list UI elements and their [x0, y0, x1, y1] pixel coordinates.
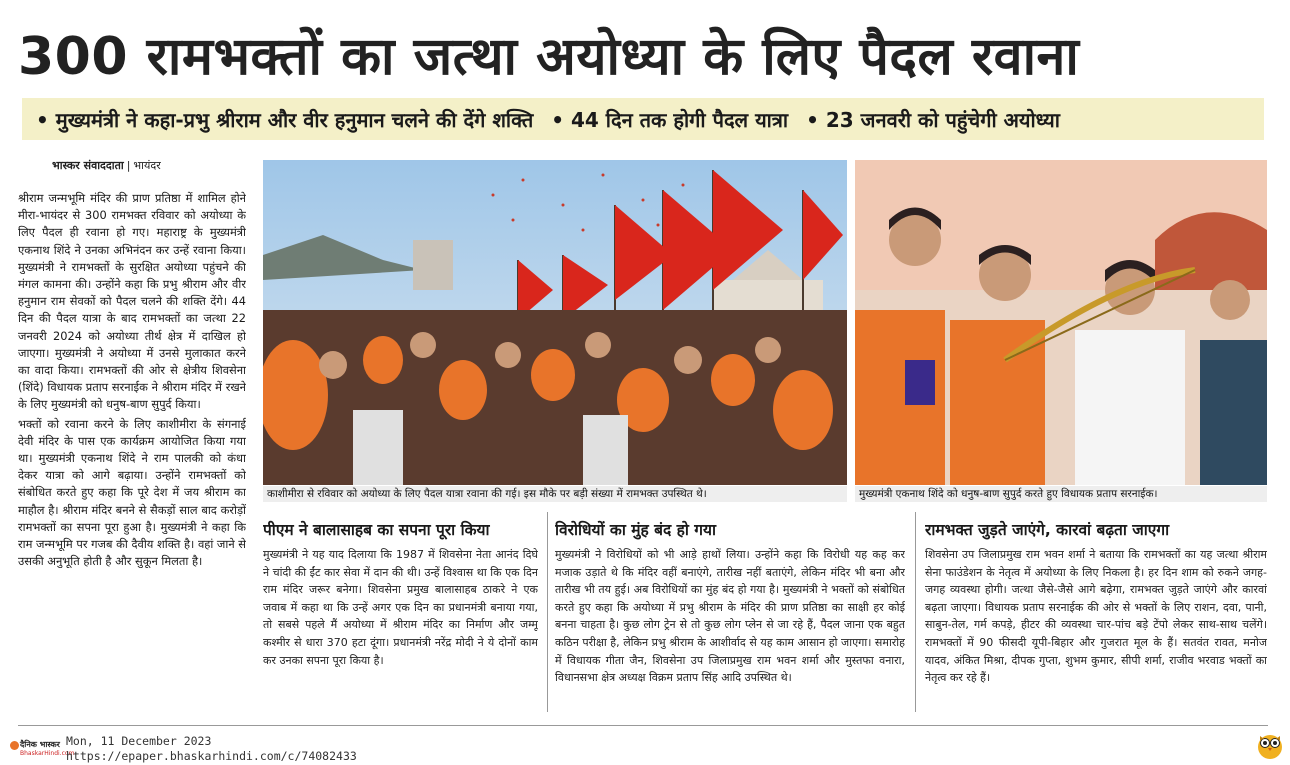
sidebar-story-1 [263, 518, 538, 716]
publisher-logo [10, 738, 75, 760]
crowd-photo [263, 160, 847, 485]
sidebar-story-3-body: शिवसेना उप जिलाप्रमुख राम भवन शर्मा ने बताया कि रामभक्तों का यह जत्था श्रीराम सेना फाउंडेशन के नेतृत्व में अयोध्या के लिए निकला है। हर दिन शाम को रुकने जगह-जगह व्यवस्था होगी। जत्था जैसे-जैसे आगे बढ़ेगा, रामभक्त जुड़ते जाएंगे और कारवां बढ़ता जाएगा। विधायक प्रताप सरनाईक की ओर से भक्तों के लिए राशन, दवा, पानी, साबुन-तेल, गर्म कपड़े, हीटर की व्यवस्था चार-पांच बड़े टेंपो लेकर साथ-साथ चलेंगे। रामभक्तों में 90 फीसदी यूपी-बिहार और गुजरात मूल के हैं। सतवंत रावत, मनोज यादव, अंकित मिश्रा, दीपक गुप्ता, शुभम कुमार, सीपी शर्मा, राजीव भरवाड भक्तों का नेतृत्व कर रहे हैं। [925, 548, 1267, 685]
crowd-photo-illustration [263, 160, 847, 485]
publisher-brand: दैनिक भास्कर [20, 740, 60, 749]
crowd-photo-caption: काशीमीरा से रविवार को अयोध्या के लिए पैदल यात्रा रवाना की गई। इस मौके पर बड़ी संख्या में रामभक्त उपस्थित थे। [263, 486, 847, 502]
handover-photo-caption: मुख्यमंत्री एकनाथ शिंदे को धनुष-बाण सुपुर्द करते हुए विधायक प्रताप सरनाईक। [855, 486, 1267, 502]
sidebar-story-2-title: विरोधियों का मुंह बंद हो गया [555, 521, 716, 539]
epaper-link[interactable]: https://epaper.bhaskarhindi.com/c/74082433 [66, 749, 357, 763]
main-story-paragraph-1: श्रीराम जन्मभूमि मंदिर की प्राण प्रतिष्ठा में शामिल होने मीरा-भायंदर से 300 रामभक्त रविवार को अयोध्या के लिए पैदल ही रवाना हो गए। महाराष्ट्र के मुख्यमंत्री एकनाथ शिंदे ने उनका अभिनंदन कर उन्हें रवाना किया। मुख्यमंत्री ने रामभक्तों के सुरक्षित अयोध्या पहुंचने की मंगल कामना की। उन्होंने कहा कि प्रभु श्रीराम और वीर हनुमान राम सेवकों को पैदल चलने की शक्ति देंगे। 44 दिन की पैदल यात्रा के बाद रामभक्तों का जत्था 22 जनवरी 2024 को अयोध्या तीर्थ क्षेत्र में दाखिल हो जाएगा। मुख्यमंत्री ने अयोध्या में उनसे मुलाकात करने का वादा किया। रामभक्तों की ओर से क्षेत्रीय शिवसेना (शिंदे) विधायक प्रताप सरनाईक ने श्रीराम मंदिर में रखने के लिए मुख्यमंत्री को धनुष-बाण सुपुर्द किया। [18, 191, 246, 412]
column-divider [915, 512, 916, 712]
column-divider [547, 512, 548, 712]
publisher-site: BhaskarHindi.com [20, 750, 75, 757]
handover-photo-illustration [855, 160, 1267, 485]
sidebar-story-2-body: मुख्यमंत्री ने विरोधियों को भी आड़े हाथों लिया। उन्होंने कहा कि विरोधी यह कह कर मजाक उड़ाते थे कि मंदिर वहीं बनाएंगे, तारीख नहीं बताएंगे, लेकिन मंदिर भी बना और तारीख भी तय हुई। अब विरोधियों का मुंह बंद हो गया है। मुख्यमंत्री ने भक्तों को संबोधित करते हुए कहा कि अयोध्या में प्रभु श्रीराम के मंदिर की प्राण प्रतिष्ठा का साक्षी हर कोई बनना चाहता है। कुछ लोग ट्रेन से तो कुछ लोग प्लेन से जा रहे हैं, पैदल जाना एक बहुत कठिन परीक्षा है, लेकिन प्रभु श्रीराम के आशीर्वाद से यह काम आसान हो जाएगा। समारोह में विधायक गीता जैन, शिवसेना उप जिलाप्रमुख राम भवन शर्मा और मुस्तफा वनारा, विधानसभा क्षेत्र अध्यक्ष विक्रम प्रताप सिंह आदि उपस्थित थे। [555, 548, 905, 685]
footer-divider [18, 725, 1268, 726]
subhead-bar [22, 98, 1264, 140]
owl-icon [1256, 730, 1284, 760]
sidebar-story-3 [925, 518, 1267, 716]
byline-reporter: भास्कर संवाददाता [52, 159, 124, 172]
sidebar-story-3-title: रामभक्त जुड़ते जाएंगे, कारवां बढ़ता जाएगा [925, 521, 1170, 539]
sidebar-story-1-title: पीएम ने बालासाहब का सपना पूरा किया [263, 521, 490, 539]
sun-icon [10, 741, 19, 750]
handover-photo [855, 160, 1267, 485]
main-story [18, 190, 246, 710]
byline-separator: | [126, 159, 131, 172]
byline-place: भायंदर [133, 159, 161, 172]
main-story-paragraph-2: भक्तों को रवाना करने के लिए काशीमीरा के संगनाई देवी मंदिर के पास एक कार्यक्रम आयोजित किया गया था। मुख्यमंत्री एकनाथ शिंदे ने राम पालकी को कंधा देकर यात्रा को आगे बढ़ाया। उन्होंने रामभक्तों को संबोधित करते हुए कहा कि पूरे देश में जय श्रीराम का माहौल है। श्रीराम मंदिर बनने से सैकड़ों साल बाद करोड़ों रामभक्तों का सपना पूरा हुआ है। मुख्यमंत्री ने कहा कि राम जन्मभूमि पर गजब की दैवीय शक्ति है। वहां जाने से उसकी अनुभूति होती है और सुकून मिलता है। [18, 416, 246, 569]
byline [52, 158, 161, 173]
subhead-point-3: • 23 जनवरी को पहुंचेगी अयोध्या [806, 107, 1060, 132]
sidebar-story-1-body: मुख्यमंत्री ने यह याद दिलाया कि 1987 में शिवसेना नेता आनंद दिघे ने चांदी की ईंट कार सेवा में दान की थी। उन्हें विश्वास था कि एक दिन राम मंदिर जरूर बनेगा। शिवसेना प्रमुख बालासाहब ठाकरे ने एक जवाब में कहा था कि उन्हें अगर एक दिन का प्रधानमंत्री बनाया गया, तो सबसे पहले मैं अयोध्या में श्रीराम मंदिर का निर्माण और जम्मू कश्मीर से धारा 370 हटा दूंगा। प्रधानमंत्री नरेंद्र मोदी ने ये दोनों काम कर उनका सपना पूरा किया है। [263, 548, 538, 667]
subhead-point-2: • 44 दिन तक होगी पैदल यात्रा [551, 107, 789, 132]
footer-meta [66, 734, 357, 764]
headline: 300 रामभक्तों का जत्था अयोध्या के लिए पैदल रवाना [18, 27, 1080, 87]
sidebar-story-2 [555, 518, 905, 716]
subhead-point-1: • मुख्यमंत्री ने कहा-प्रभु श्रीराम और वीर हनुमान चलने की देंगे शक्ति [36, 107, 534, 132]
edition-date: Mon, 11 December 2023 [66, 734, 212, 748]
